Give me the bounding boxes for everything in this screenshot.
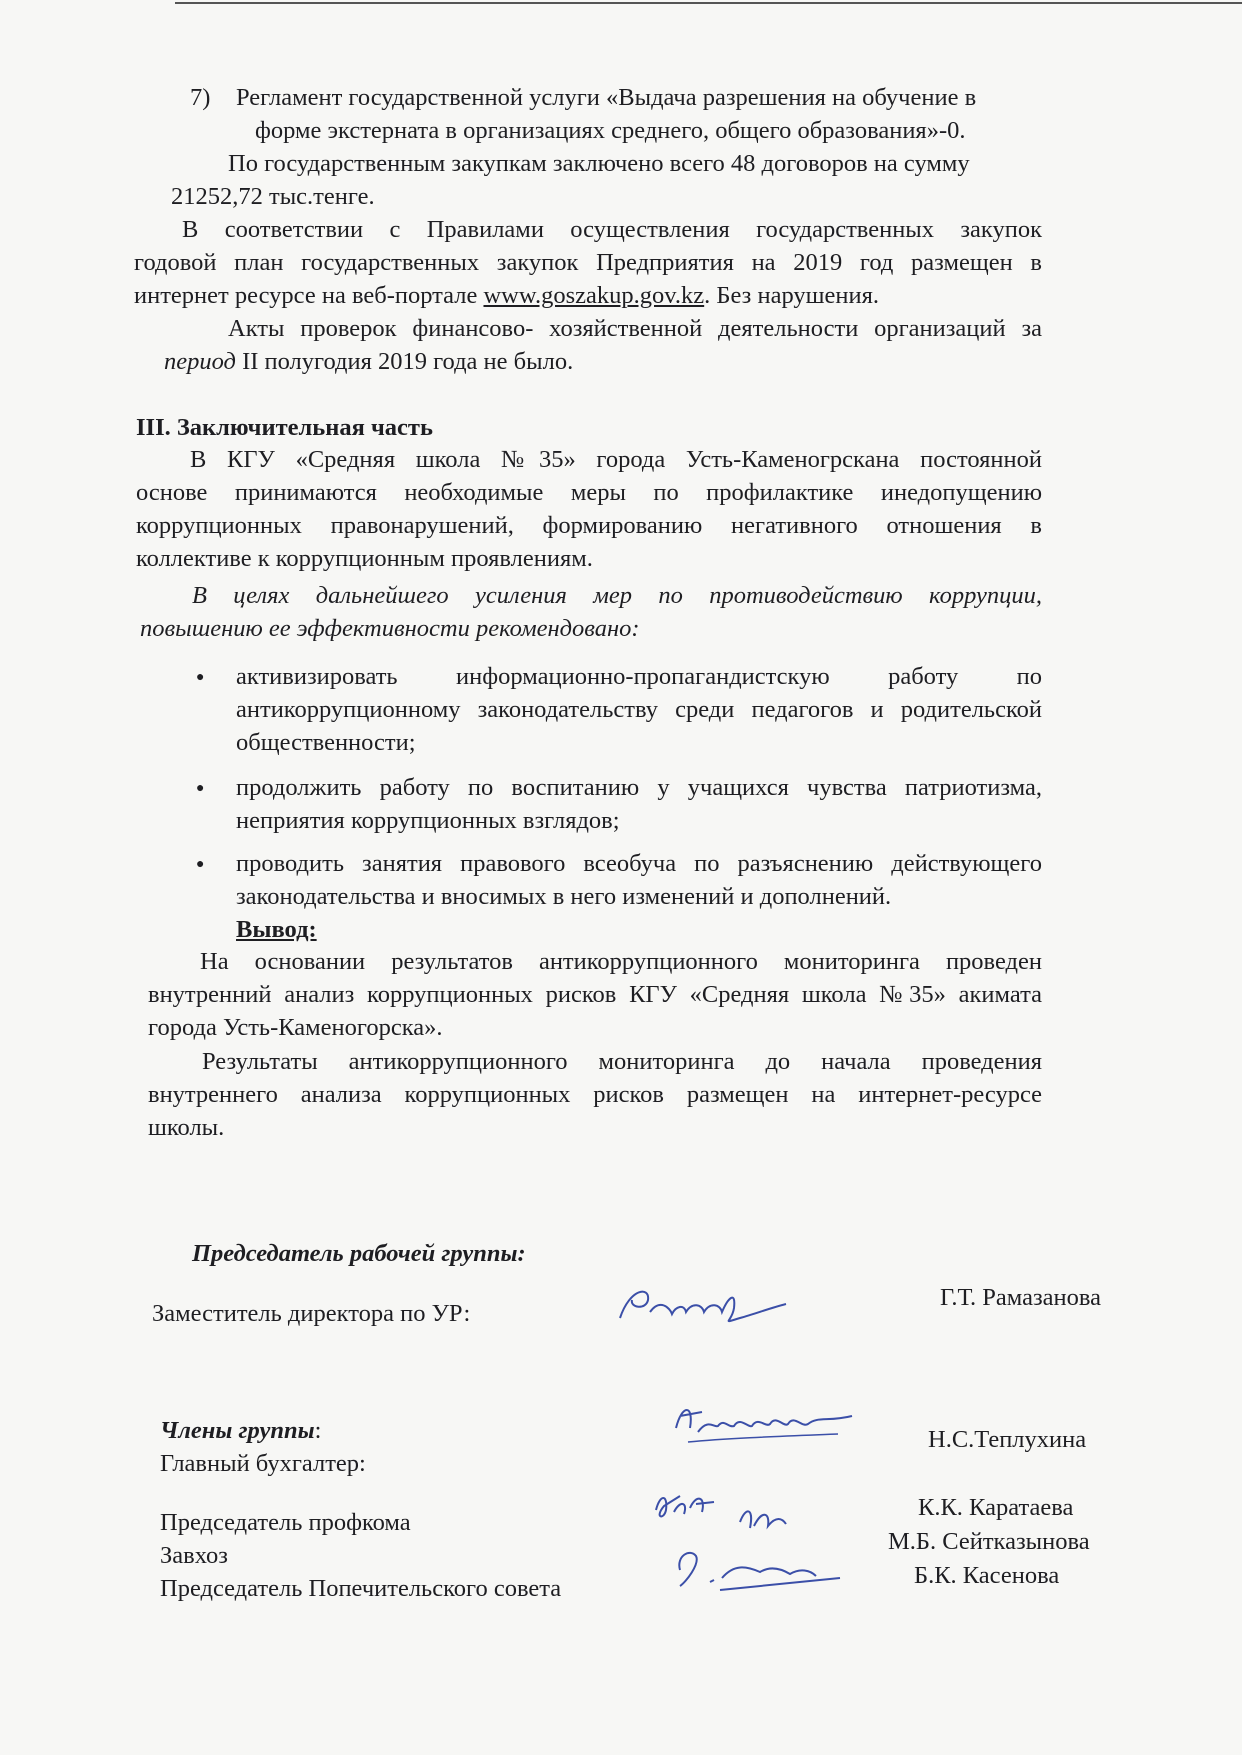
rules-line3 [134,278,879,314]
recommendation-line2: повышению ее эффективности рекомендовано: [140,615,640,642]
members-heading-text: Члены группы [160,1417,315,1444]
signature-image [668,1398,858,1448]
bullet2-line2: неприятия коррупционных взглядов; [236,807,620,834]
recommendation-line1: В целях дальнейшего усиления мер по противодействию коррупции, [192,582,1042,609]
conclusion-p2-line3: школы. [148,1114,225,1141]
supply-role: Завхоз [160,1542,228,1569]
acts-line2-rest: II полугодия 2019 года не было. [235,348,574,375]
procurement-line1: По государственным закупкам заключено всего 48 договоров на сумму [228,150,970,177]
rules-line2: годовой план государственных закупок Предприятия на 2019 год размещен в [134,249,1042,276]
rules-line3-end: . Без нарушения. [704,282,879,309]
rules-line3-start: интернет ресурсе на веб-портале [134,282,484,309]
bullet1-line3: общественности; [236,729,416,756]
list-item-number: 7) [190,84,211,111]
item7-line2: форме экстерната в организациях среднего, общего образования»-0. [255,117,966,144]
acts-line2 [164,344,573,380]
rules-line1: В соответствии с Правилами осуществления государственных закупок [182,216,1042,243]
union-name: К.К. Каратаева [918,1494,1074,1521]
members-heading [160,1413,321,1449]
conclusion-p1-line3: города Усть-Каменогорска». [148,1014,443,1041]
accountant-name: Н.С.Теплухина [928,1426,1087,1453]
procurement-line2: 21252,72 тыс.тенге. [171,183,375,210]
bullet3-line2: законодательства и вносимых в него изменений и дополнений. [236,883,892,910]
bullet3-line1: проводить занятия правового всеобуча по разъяснению действующего [236,850,1042,877]
union-role: Председатель профкома [160,1509,411,1536]
item7-line1: Регламент государственной услуги «Выдача разрешения на обучение в [236,84,977,111]
signature-image [610,1278,790,1334]
conclusion-p2-line1: Результаты антикоррупционного мониторинга до начала проведения [202,1048,1042,1075]
acts-period-word: период [164,348,236,375]
acts-line1: Акты проверок финансово- хозяйственной деятельности организаций за [228,315,1042,342]
section3-p1-line2: основе принимаются необходимые меры по профилактике инедопущению [136,479,1042,506]
bullet-icon: ● [196,670,205,685]
board-name: Б.К. Касенова [914,1562,1060,1589]
bullet1-line2: антикоррупционному законодательству среди педагогов и родительской [236,696,1042,723]
conclusion-p1-line2: внутренний анализ коррупционных рисков КГУ «Средняя школа №35» акимата [148,981,1042,1008]
accountant-role: Главный бухгалтер: [160,1450,366,1477]
section3-p1-line4: коллективе к коррупционным проявлениям. [136,545,593,572]
section3-p1-line1: В КГУ «Средняя школа №35» города Усть-Каменогрскана постоянной [190,446,1042,473]
goszakup-link[interactable]: www.goszakup.gov.kz [483,282,705,309]
bullet2-line1: продолжить работу по воспитанию у учащихся чувства патриотизма, [236,774,1042,801]
conclusion-p2-line2: внутреннего анализа коррупционных рисков размещен на интернет-ресурсе [148,1081,1042,1108]
chair-heading: Председатель рабочей группы: [192,1240,526,1267]
conclusion-heading: Вывод: [236,916,317,943]
supply-name: М.Б. Сейтказынова [888,1528,1090,1555]
board-role: Председатель Попечительского совета [160,1575,562,1602]
bullet-icon: ● [196,781,205,796]
section-heading: III. Заключительная часть [136,414,433,441]
section3-p1-line3: коррупционных правонарушений, формированию негативного отношения в [136,512,1042,539]
conclusion-p1-line1: На основании результатов антикоррупционного мониторинга проведен [200,948,1042,975]
deputy-name: Г.Т. Рамазанова [940,1284,1102,1311]
members-heading-colon: : [314,1417,322,1444]
scan-edge-line [175,2,1242,4]
bullet1-line1: активизировать информационно-пропагандистскую работу по [236,663,1042,690]
bullet-icon: ● [196,857,205,872]
signature-image [650,1486,860,1606]
deputy-role: Заместитель директора по УР: [152,1300,471,1327]
